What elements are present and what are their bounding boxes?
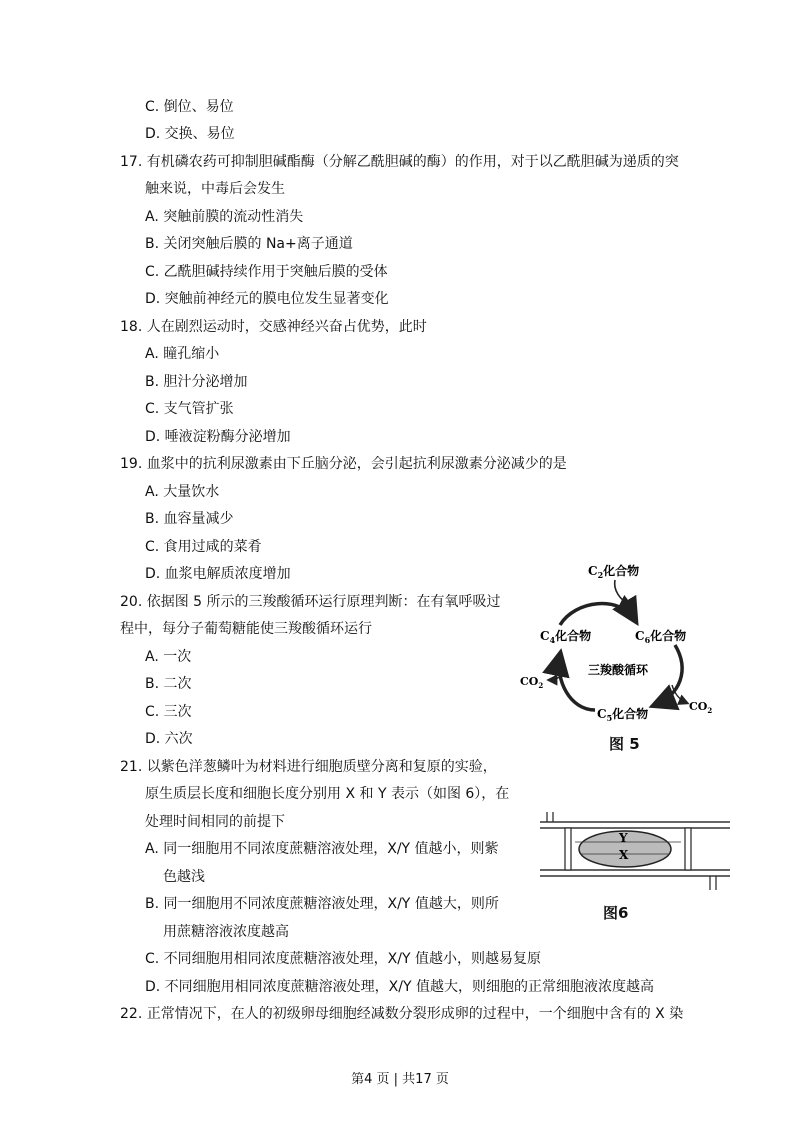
q17-option-c: C. 乙酰胆碱持续作用于突触后膜的受体	[145, 264, 388, 280]
q17-stem-line2: 触来说，中毒后会发生	[145, 181, 285, 197]
q21-option-b-line1: B. 同一细胞用不同浓度蔗糖溶液处理，X/Y 值越大，则所	[145, 896, 499, 912]
co2-right-arrow	[672, 685, 687, 703]
page-footer: 第4 页 | 共17 页	[351, 1072, 449, 1087]
c6-compound-label: $C_6$化合物	[635, 629, 687, 645]
q19-option-b: B. 血容量减少	[145, 511, 234, 527]
label-y: Y	[619, 831, 628, 845]
q21-option-a-line2: 色越浅	[163, 869, 205, 885]
q21-option-d: D. 不同细胞用相同浓度蔗糖溶液处理，X/Y 值越大，则细胞的正常细胞液浓度越高	[145, 979, 654, 995]
label-x: X	[619, 848, 629, 862]
q20-option-a: A. 一次	[145, 649, 192, 665]
c5-compound-label: $C_5$化合物	[597, 707, 649, 723]
q21-stem-line2: 原生质层长度和细胞长度分别用 X 和 Y 表示（如图 6），在	[145, 786, 510, 802]
q18-stem: 18. 人在剧烈运动时，交感神经兴奋占优势，此时	[120, 319, 427, 335]
q21-stem-line1: 21. 以紫色洋葱鳞叶为材料进行细胞质壁分离和复原的实验，	[120, 759, 497, 775]
q17-option-b: B. 关闭突触后膜的 Na+离子通道	[145, 236, 353, 252]
q19-option-d: D. 血浆电解质浓度增加	[145, 566, 291, 582]
top-cycle-arrow	[560, 604, 635, 625]
co2-left-label: $CO_2$	[520, 675, 544, 690]
q18-option-b: B. 胆汁分泌增加	[145, 374, 248, 390]
figure-5-caption: 图 5	[609, 735, 640, 753]
q17-option-a: A. 突触前膜的流动性消失	[145, 209, 304, 225]
q17-stem-line1: 17. 有机磷农药可抑制胆碱酯酶（分解乙酰胆碱的酶）的作用，对于以乙酰胆碱为递质的突	[120, 154, 679, 170]
q21-option-c: C. 不同细胞用相同浓度蔗糖溶液处理，X/Y 值越小，则越易复原	[145, 951, 541, 967]
q19-option-c: C. 食用过咸的菜肴	[145, 539, 262, 555]
q19-option-a: A. 大量饮水	[145, 484, 220, 500]
tca-cycle-diagram	[515, 560, 725, 725]
c4-compound-label: $C_4$化合物	[540, 629, 592, 645]
co2-left-arrow	[549, 672, 565, 680]
co2-right-label: $CO_2$	[689, 700, 713, 715]
q20-option-c: C. 三次	[145, 704, 192, 720]
q19-stem: 19. 血浆中的抗利尿激素由下丘脑分泌，会引起抗利尿激素分泌减少的是	[120, 456, 567, 472]
q16-option-d: D. 交换、易位	[145, 126, 235, 142]
plant-cell-diagram	[535, 812, 735, 892]
q20-option-b: B. 二次	[145, 676, 192, 692]
q18-option-d: D. 唾液淀粉酶分泌增加	[145, 429, 291, 445]
q20-stem-line2: 程中，每分子葡萄糖能使三羧酸循环运行	[120, 621, 372, 637]
c2-input-arrow	[615, 580, 630, 605]
q21-option-a-line1: A. 同一细胞用不同浓度蔗糖溶液处理，X/Y 值越小，则紫	[145, 841, 499, 857]
q18-option-a: A. 瞳孔缩小	[145, 346, 220, 362]
q16-option-c: C. 倒位、易位	[145, 99, 234, 115]
q20-stem-line1: 20. 依据图 5 所示的三羧酸循环运行原理判断：在有氧呼吸过	[120, 594, 501, 610]
q20-option-d: D. 六次	[145, 731, 193, 747]
q22-stem-line1: 22. 正常情况下，在人的初级卵母细胞经减数分裂形成卵的过程中，一个细胞中含有的 X 染	[120, 1006, 684, 1022]
tca-cycle-center-label: 三羧酸循环	[588, 663, 649, 677]
q21-option-b-line2: 用蔗糖溶液浓度越高	[163, 924, 289, 940]
q21-stem-line3: 处理时间相同的前提下	[145, 814, 285, 830]
q18-option-c: C. 支气管扩张	[145, 401, 234, 417]
q17-option-d: D. 突触前神经元的膜电位发生显著变化	[145, 291, 389, 307]
c2-compound-label: $C_2$化合物	[588, 564, 640, 580]
figure-6-caption: 图6	[603, 904, 629, 922]
